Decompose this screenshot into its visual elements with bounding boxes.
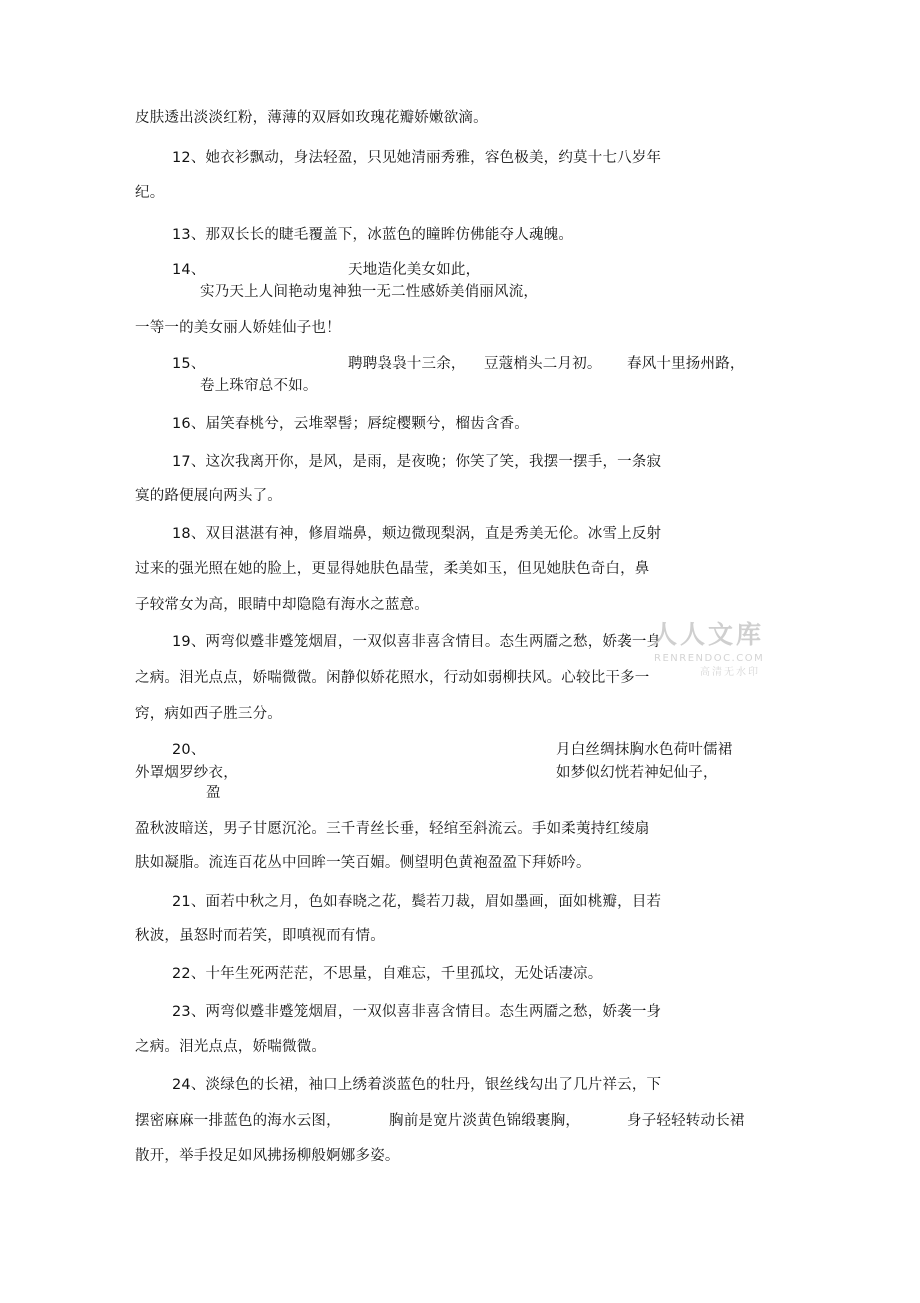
- text-line: 12、她衣衫飘动，身法轻盈，只见她清丽秀雅，容色极美，约莫十七八岁年: [172, 150, 662, 166]
- text-line: 寞的路便展向两头了。: [135, 488, 282, 504]
- text-line: 13、那双长长的睫毛覆盖下，冰蓝色的瞳眸仿佛能夺人魂魄。: [172, 227, 574, 243]
- text-line: 之病。泪光点点，娇喘微微。: [135, 1039, 327, 1055]
- text-line: 皮肤透出淡淡红粉，薄薄的双唇如玫瑰花瓣娇嫩欲滴。: [135, 110, 488, 126]
- text-line: 19、两弯似蹙非蹙笼烟眉，一双似喜非喜含情目。态生两靥之愁，娇袭一身: [172, 634, 662, 650]
- text-line: 20、: [172, 742, 206, 758]
- text-line: 盈: [206, 785, 221, 801]
- text-line: 14、: [172, 262, 206, 278]
- text-line: 卷上珠帘总不如。: [200, 378, 318, 394]
- text-line: 23、两弯似蹙非蹙笼烟眉，一双似喜非喜含情目。态生两靥之愁，娇袭一身: [172, 1004, 662, 1020]
- text-line: 聘聘袅袅十三余，: [348, 356, 466, 372]
- text-line: 实乃天上人间艳动鬼神独一无二性感娇美俏丽风流，: [200, 284, 539, 300]
- text-line: 一等一的美女丽人娇娃仙子也！: [135, 320, 341, 336]
- watermark-tagline: 高清无水印: [700, 667, 760, 678]
- text-line: 21、面若中秋之月，色如春晓之花，鬓若刀裁，眉如墨画，面如桃瓣，目若: [172, 894, 662, 910]
- text-line: 秋波，虽怒时而若笑，即嗔视而有情。: [135, 928, 385, 944]
- text-line: 15、: [172, 356, 206, 372]
- text-line: 摆密麻麻一排蓝色的海水云图，: [135, 1113, 341, 1129]
- text-line: 如梦似幻恍若神妃仙子，: [556, 765, 718, 781]
- text-line: 22、十年生死两茫茫，不思量，自难忘，千里孤坟，无处话凄凉。: [172, 966, 603, 982]
- text-line: 盈秋波暗送，男子甘愿沉沦。三千青丝长垂，轻绾至斜流云。手如柔荑持红绫扇: [135, 821, 650, 837]
- text-line: 24、淡绿色的长裙，袖口上绣着淡蓝色的牡丹，银丝线勾出了几片祥云，下: [172, 1077, 662, 1093]
- text-line: 散开，举手投足如风拂扬柳般婀娜多姿。: [135, 1148, 400, 1164]
- text-line: 身子轻轻转动长裙: [627, 1113, 745, 1129]
- text-line: 过来的强光照在她的脸上，更显得她肤色晶莹，柔美如玉，但见她肤色奇白，鼻: [135, 561, 650, 577]
- watermark-logo: [652, 622, 777, 682]
- text-line: 子较常女为高，眼睛中却隐隐有海水之蓝意。: [135, 597, 429, 613]
- text-line: 纪。: [135, 185, 165, 201]
- text-line: 肤如凝脂。流连百花丛中回眸一笑百媚。侧望明色黄袍盈盈下拜娇吟。: [135, 855, 591, 871]
- text-line: 外罩烟罗纱衣，: [135, 765, 238, 781]
- text-line: 胸前是宽片淡黄色锦缎裹胸，: [389, 1113, 581, 1129]
- text-line: 豆蔻梢头二月初。: [484, 356, 602, 372]
- text-line: 窍，病如西子胜三分。: [135, 706, 282, 722]
- text-line: 17、这次我离开你，是风，是雨，是夜晚；你笑了笑，我摆一摆手，一条寂: [172, 454, 662, 470]
- text-line: 月白丝绸抹胸水色荷叶儒裙: [556, 742, 733, 758]
- watermark-title: 人人文库: [652, 620, 765, 649]
- text-line: 之病。泪光点点，娇喘微微。闲静似娇花照水，行动如弱柳扶风。心较比干多一: [135, 670, 650, 686]
- text-line: 16、届笑春桃兮，云堆翠髻；唇绽樱颗兮，榴齿含香。: [172, 416, 529, 432]
- text-line: 18、双目湛湛有神，修眉端鼻，颊边微现梨涡，直是秀美无伦。冰雪上反射: [172, 526, 662, 542]
- text-line: 春风十里扬州路，: [627, 356, 745, 372]
- text-line: 天地造化美女如此，: [348, 262, 481, 278]
- watermark-site: RENRENDOC.COM: [654, 653, 765, 664]
